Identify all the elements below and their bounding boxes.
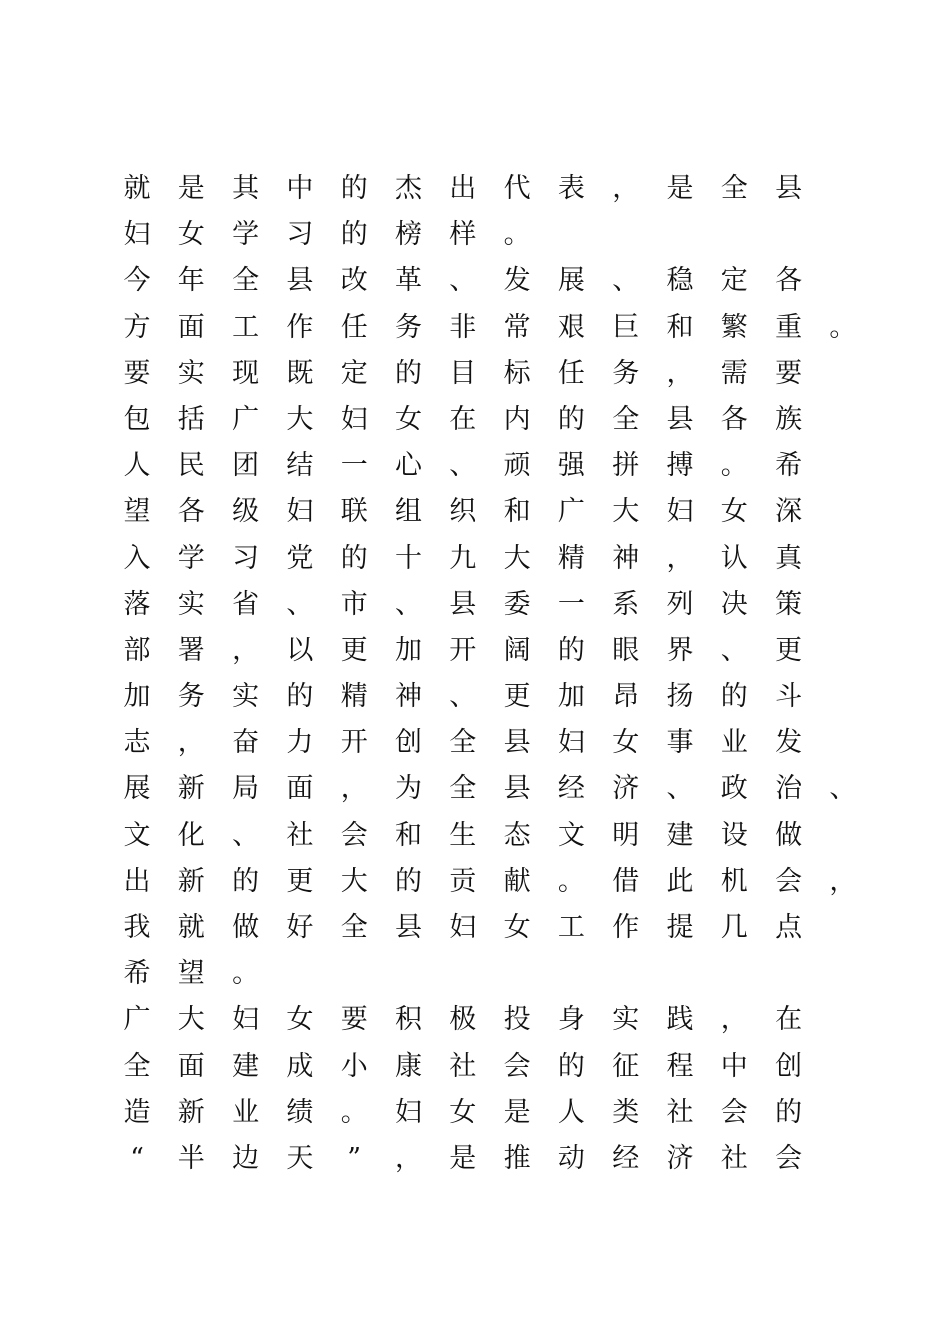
text-char: 工 — [557, 912, 585, 943]
text-char: 全 — [720, 173, 748, 204]
text-line — [110, 1044, 910, 1090]
text-char: 大 — [503, 542, 531, 574]
text-char: 小 — [340, 1050, 368, 1082]
text-char: 妇 — [449, 912, 477, 943]
text-char: 绩 — [286, 1096, 314, 1128]
text-char: 其 — [232, 173, 260, 204]
text-char: 加 — [395, 634, 422, 666]
text-line — [110, 166, 910, 212]
text-char: 希 — [775, 450, 803, 482]
text-char: 建 — [232, 1050, 260, 1082]
text-char: 为 — [395, 773, 422, 805]
text-char: 县 — [775, 173, 803, 204]
text-char: ， — [340, 773, 368, 805]
text-char: 的 — [557, 1050, 585, 1082]
text-char: 决 — [720, 588, 748, 620]
text-char: 拼 — [612, 450, 640, 482]
text-char: 态 — [503, 819, 531, 851]
text-char: 组 — [395, 496, 422, 528]
text-char: 深 — [775, 496, 803, 528]
text-char: 强 — [557, 450, 585, 482]
text-char: 代 — [503, 173, 531, 204]
text-char: 精 — [557, 542, 585, 574]
text-char: 大 — [612, 496, 640, 528]
text-char: 文 — [557, 819, 585, 851]
text-char: 和 — [666, 311, 694, 343]
text-char: 就 — [123, 173, 151, 204]
text-char: 女 — [177, 219, 205, 251]
text-char: 治 — [775, 773, 803, 805]
text-char: 妇 — [340, 403, 368, 435]
text-char: 搏 — [666, 450, 694, 482]
text-char: 践 — [666, 1004, 694, 1036]
text-char: 机 — [720, 865, 748, 897]
text-char: 全 — [232, 265, 260, 297]
text-char: 神 — [395, 681, 422, 713]
text-line — [110, 582, 910, 628]
text-char: 面 — [177, 1050, 205, 1082]
text-char: 的 — [775, 1096, 803, 1128]
text-char: 目 — [449, 357, 477, 389]
text-char: 的 — [340, 219, 368, 251]
text-char: 一 — [340, 450, 368, 482]
text-char: 天 — [286, 1142, 314, 1174]
text-char: 非 — [449, 311, 477, 343]
text-char: 成 — [286, 1050, 314, 1082]
text-char: 是 — [666, 173, 694, 204]
text-char: 局 — [232, 773, 260, 805]
text-line — [110, 212, 910, 258]
text-char: 县 — [503, 773, 531, 805]
text-char: 、 — [666, 773, 694, 805]
text-char: 出 — [449, 173, 477, 204]
text-char: 广 — [232, 403, 260, 435]
text-char: 和 — [503, 496, 531, 528]
text-char: 杰 — [395, 173, 422, 204]
text-char: 推 — [503, 1142, 531, 1174]
text-char: 省 — [232, 588, 260, 620]
text-char: 列 — [666, 588, 694, 620]
text-char: 认 — [720, 542, 748, 574]
text-char: 康 — [395, 1050, 422, 1082]
text-char: 艰 — [557, 311, 585, 343]
text-char: 的 — [340, 542, 368, 574]
text-char: 、 — [286, 588, 314, 620]
text-line — [110, 859, 910, 905]
text-char: 样 — [449, 219, 477, 251]
text-char: 任 — [557, 357, 585, 389]
text-char: 落 — [123, 588, 151, 620]
text-char: 做 — [775, 819, 803, 851]
text-char: 身 — [557, 1004, 585, 1036]
text-char: 大 — [340, 865, 368, 897]
text-char: 女 — [286, 1004, 314, 1036]
text-char: 妇 — [286, 496, 314, 528]
text-line — [110, 720, 910, 766]
text-char: 级 — [232, 496, 260, 528]
text-char: 。 — [557, 865, 585, 897]
text-char: 方 — [123, 311, 151, 343]
text-char: ， — [666, 357, 694, 389]
text-char: 大 — [177, 1004, 205, 1036]
text-char: 妇 — [557, 727, 585, 759]
text-char: 会 — [720, 1096, 748, 1128]
text-char: 经 — [557, 773, 585, 805]
text-char: 的 — [286, 681, 314, 713]
text-char: 人 — [557, 1096, 585, 1128]
text-char: 繁 — [720, 311, 748, 343]
text-char: 系 — [612, 588, 640, 620]
text-char: 明 — [612, 819, 640, 851]
text-char: 妇 — [395, 1096, 422, 1128]
text-char: 希 — [123, 958, 151, 990]
text-char: 。 — [720, 450, 748, 482]
text-char: 志 — [123, 727, 151, 759]
text-char: 务 — [395, 311, 422, 343]
text-char: 、 — [395, 588, 422, 620]
text-char: 各 — [775, 265, 803, 297]
text-char: 年 — [177, 265, 205, 297]
text-char: 全 — [449, 727, 477, 759]
text-line — [110, 1090, 910, 1136]
text-char: 的 — [395, 865, 422, 897]
text-char: 包 — [123, 403, 151, 435]
text-line — [110, 258, 910, 304]
text-char: 借 — [612, 865, 640, 897]
text-char: 女 — [612, 727, 640, 759]
text-char: 在 — [449, 403, 477, 435]
text-char: 现 — [232, 357, 260, 389]
text-char: 征 — [612, 1050, 640, 1082]
text-char: 团 — [232, 450, 260, 482]
text-char: 政 — [720, 773, 748, 805]
text-char: 社 — [720, 1142, 748, 1174]
text-char: 发 — [503, 265, 531, 297]
text-line — [110, 443, 910, 489]
text-char: 面 — [286, 773, 314, 805]
text-char: 在 — [775, 1004, 803, 1036]
text-char: 今 — [123, 265, 151, 297]
text-char: 加 — [557, 681, 585, 713]
text-char: 提 — [666, 912, 694, 943]
text-char: 市 — [340, 588, 368, 620]
text-char: 半 — [177, 1142, 205, 1174]
text-char: 括 — [177, 403, 205, 435]
text-char: 广 — [123, 1004, 151, 1036]
text-char: 望 — [123, 496, 151, 528]
text-char: 献 — [503, 865, 531, 897]
text-char: ， — [829, 865, 857, 897]
text-char: 的 — [340, 173, 368, 204]
text-char: 程 — [666, 1050, 694, 1082]
text-char: 点 — [775, 912, 803, 943]
text-char: 民 — [177, 450, 205, 482]
text-line — [110, 997, 910, 1043]
text-char: 昂 — [612, 681, 640, 713]
text-char: 要 — [123, 357, 151, 389]
text-char: 党 — [286, 542, 314, 574]
text-char: 界 — [666, 634, 694, 666]
text-char: 面 — [177, 311, 205, 343]
text-char: 以 — [286, 634, 314, 666]
text-char: 。 — [503, 219, 531, 251]
text-char: 大 — [286, 403, 314, 435]
text-char: 神 — [612, 542, 640, 574]
text-char: 创 — [775, 1050, 803, 1082]
text-line — [110, 813, 910, 859]
text-line — [110, 351, 910, 397]
text-char: 会 — [775, 1142, 803, 1174]
text-char: 广 — [557, 496, 585, 528]
text-char: 我 — [123, 912, 151, 943]
text-char: 习 — [286, 219, 314, 251]
text-char: 更 — [775, 634, 803, 666]
text-char: 真 — [775, 542, 803, 574]
text-line — [110, 397, 910, 443]
text-char: 。 — [829, 311, 857, 343]
text-char: 中 — [720, 1050, 748, 1082]
text-char: 的 — [232, 865, 260, 897]
text-char: 要 — [340, 1004, 368, 1036]
text-char: 务 — [612, 357, 640, 389]
text-char: 学 — [177, 542, 205, 574]
text-char: 。 — [340, 1096, 368, 1128]
text-char: 各 — [177, 496, 205, 528]
text-char: 更 — [340, 634, 368, 666]
text-char: 新 — [177, 1096, 205, 1128]
text-char: 好 — [286, 912, 314, 943]
text-char: 做 — [232, 912, 260, 943]
text-char: 、 — [449, 450, 477, 482]
text-char: 工 — [232, 311, 260, 343]
text-char: 、 — [829, 773, 857, 805]
text-char: 斗 — [775, 681, 803, 713]
text-char: 投 — [503, 1004, 531, 1036]
text-char: 加 — [123, 681, 151, 713]
text-char: ， — [666, 542, 694, 574]
text-char: 人 — [123, 450, 151, 482]
text-char: 改 — [340, 265, 368, 297]
text-char: 联 — [340, 496, 368, 528]
text-char: 织 — [449, 496, 477, 528]
text-char: 社 — [449, 1050, 477, 1082]
text-char: ” — [347, 1142, 362, 1174]
text-char: 开 — [449, 634, 477, 666]
text-char: 发 — [775, 727, 803, 759]
text-char: 化 — [177, 819, 205, 851]
text-char: 、 — [612, 265, 640, 297]
text-char: 就 — [177, 912, 205, 943]
text-char: 结 — [286, 450, 314, 482]
text-char: 任 — [340, 311, 368, 343]
text-char: 县 — [286, 265, 314, 297]
text-char: 内 — [503, 403, 531, 435]
text-char: 力 — [286, 727, 314, 759]
text-line — [110, 489, 910, 535]
text-char: 会 — [340, 819, 368, 851]
text-char: 县 — [449, 588, 477, 620]
text-char: 社 — [286, 819, 314, 851]
text-char: 县 — [666, 403, 694, 435]
text-char: 生 — [449, 819, 477, 851]
text-char: 既 — [286, 357, 314, 389]
text-char: 各 — [720, 403, 748, 435]
text-char: 展 — [557, 265, 585, 297]
text-char: 定 — [720, 265, 748, 297]
text-char: ， — [612, 173, 640, 204]
text-char: 是 — [503, 1096, 531, 1128]
text-char: 更 — [503, 681, 531, 713]
text-char: 济 — [666, 1142, 694, 1174]
text-char: 贡 — [449, 865, 477, 897]
text-char: 心 — [395, 450, 422, 482]
text-char: 、 — [449, 265, 477, 297]
text-char: 九 — [449, 542, 477, 574]
text-char: 县 — [395, 912, 422, 943]
text-char: 表 — [557, 173, 585, 204]
text-char: 业 — [232, 1096, 260, 1128]
text-char: “ — [130, 1142, 144, 1174]
text-char: 作 — [286, 311, 314, 343]
text-char: 奋 — [232, 727, 260, 759]
text-char: ， — [395, 1142, 422, 1174]
text-char: 、 — [720, 634, 748, 666]
text-char: 入 — [123, 542, 151, 574]
text-char: 中 — [286, 173, 314, 204]
text-char: 实 — [177, 588, 205, 620]
text-line — [110, 951, 910, 997]
text-line — [110, 628, 910, 674]
text-char: 造 — [123, 1096, 151, 1128]
text-char: 动 — [557, 1142, 585, 1174]
text-char: 和 — [395, 819, 422, 851]
text-char: 极 — [449, 1004, 477, 1036]
text-char: 实 — [612, 1004, 640, 1036]
text-char: 习 — [232, 542, 260, 574]
text-char: ， — [177, 727, 205, 759]
text-char: 经 — [612, 1142, 640, 1174]
text-char: 的 — [557, 403, 585, 435]
text-char: 署 — [177, 634, 205, 666]
text-char: 文 — [123, 819, 151, 851]
text-char: 精 — [340, 681, 368, 713]
text-char: 要 — [775, 357, 803, 389]
text-char: 是 — [177, 173, 205, 204]
text-char: 妇 — [123, 219, 151, 251]
text-char: 类 — [612, 1096, 640, 1128]
text-char: 开 — [340, 727, 368, 759]
text-char: 会 — [503, 1050, 531, 1082]
text-char: 设 — [720, 819, 748, 851]
text-char: 是 — [449, 1142, 477, 1174]
text-line — [110, 536, 910, 582]
text-char: 妇 — [666, 496, 694, 528]
body-text — [110, 166, 910, 1182]
text-char: 族 — [775, 403, 803, 435]
text-char: 的 — [720, 681, 748, 713]
text-char: 革 — [395, 265, 422, 297]
text-char: 策 — [775, 588, 803, 620]
text-char: 部 — [123, 634, 151, 666]
text-char: ， — [720, 1004, 748, 1036]
text-line — [110, 905, 910, 951]
text-char: 全 — [449, 773, 477, 805]
text-char: 实 — [232, 681, 260, 713]
text-char: 委 — [503, 588, 531, 620]
text-char: 巨 — [612, 311, 640, 343]
text-char: ， — [232, 634, 260, 666]
text-char: 社 — [666, 1096, 694, 1128]
text-line — [110, 674, 910, 720]
text-char: 望 — [177, 958, 205, 990]
text-char: 。 — [232, 958, 260, 990]
text-line — [110, 1136, 910, 1182]
text-char: 的 — [395, 357, 422, 389]
text-char: 女 — [449, 1096, 477, 1128]
text-char: 常 — [503, 311, 531, 343]
text-char: 学 — [232, 219, 260, 251]
text-char: 全 — [612, 403, 640, 435]
text-char: 一 — [557, 588, 585, 620]
text-char: 积 — [395, 1004, 422, 1036]
text-char: 全 — [123, 1050, 151, 1082]
text-line — [110, 305, 910, 351]
text-char: 需 — [720, 357, 748, 389]
text-char: 业 — [720, 727, 748, 759]
text-char: 女 — [720, 496, 748, 528]
text-char: 建 — [666, 819, 694, 851]
text-char: 出 — [123, 865, 151, 897]
text-char: 标 — [503, 357, 531, 389]
text-char: 边 — [232, 1142, 260, 1174]
text-char: 全 — [340, 912, 368, 943]
text-char: 稳 — [666, 265, 694, 297]
text-char: 阔 — [503, 634, 531, 666]
text-char: 定 — [340, 357, 368, 389]
text-char: 此 — [666, 865, 694, 897]
text-char: 妇 — [232, 1004, 260, 1036]
text-char: 实 — [177, 357, 205, 389]
text-char: 济 — [612, 773, 640, 805]
text-char: 顽 — [503, 450, 531, 482]
text-char: 展 — [123, 773, 151, 805]
text-char: 更 — [286, 865, 314, 897]
text-char: 重 — [775, 311, 803, 343]
text-char: 的 — [557, 634, 585, 666]
text-line — [110, 766, 910, 812]
text-char: 眼 — [612, 634, 640, 666]
text-char: 、 — [232, 819, 260, 851]
text-char: 县 — [503, 727, 531, 759]
text-char: 会 — [775, 865, 803, 897]
text-char: 务 — [177, 681, 205, 713]
text-char: 创 — [395, 727, 422, 759]
text-char: 新 — [177, 865, 205, 897]
text-char: 十 — [395, 542, 422, 574]
text-char: 女 — [503, 912, 531, 943]
text-char: 作 — [612, 912, 640, 943]
text-char: 女 — [395, 403, 422, 435]
text-char: 扬 — [666, 681, 694, 713]
text-char: 事 — [666, 727, 694, 759]
text-char: 新 — [177, 773, 205, 805]
text-char: 、 — [449, 681, 477, 713]
text-char: 几 — [720, 912, 748, 943]
text-char: 榜 — [395, 219, 422, 251]
